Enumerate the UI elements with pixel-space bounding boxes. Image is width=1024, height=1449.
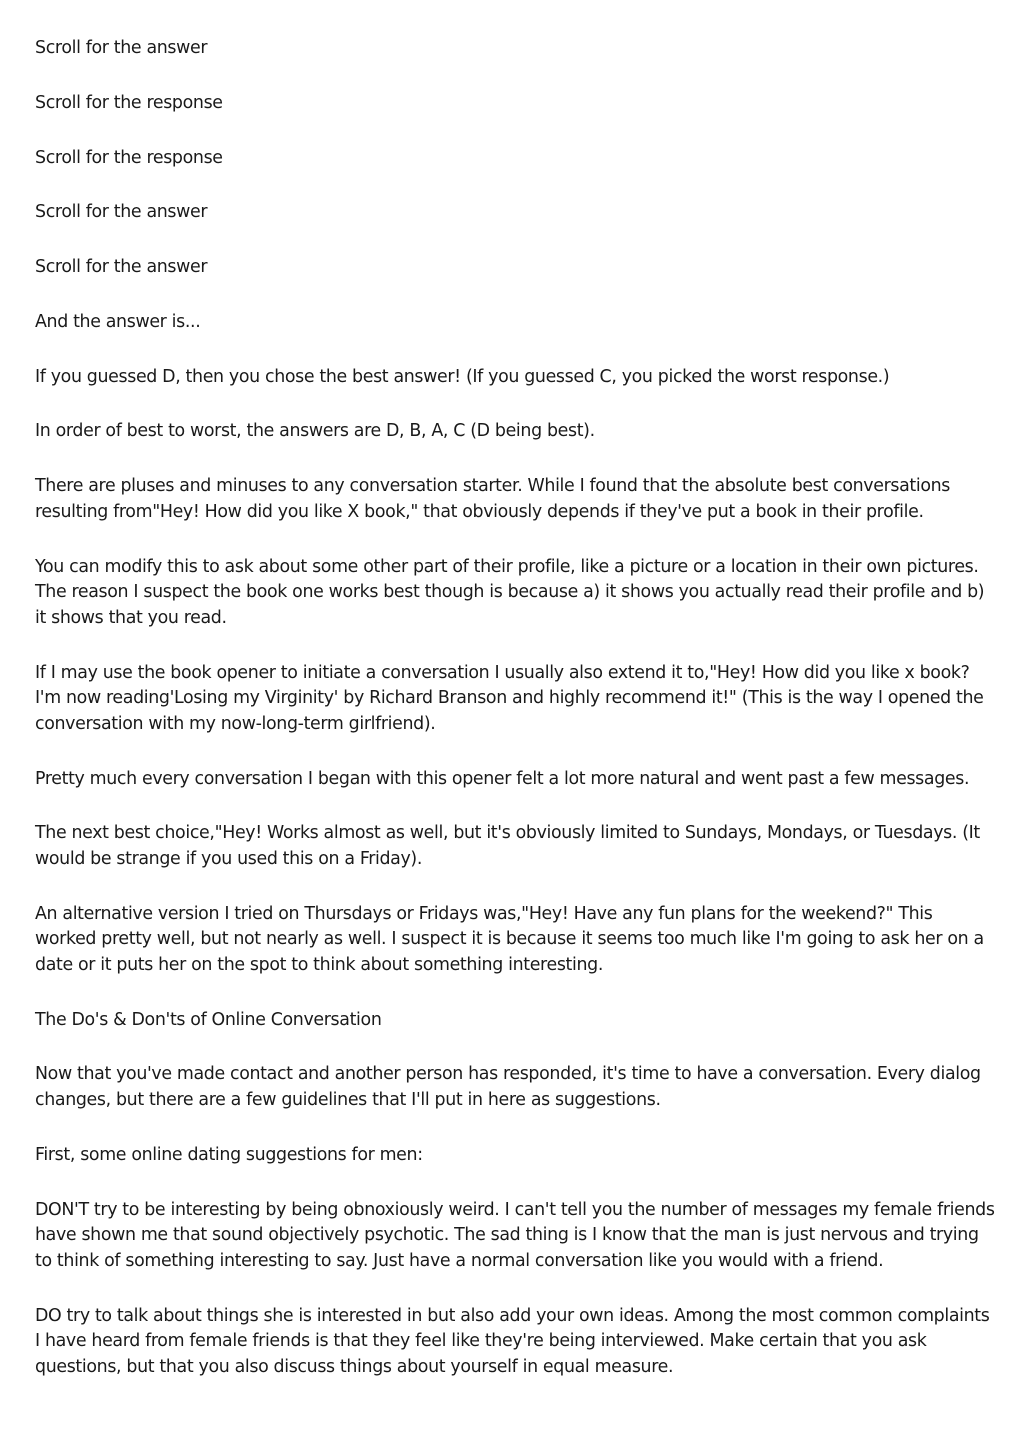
teaser-line-1: Scroll for the answer <box>35 38 208 58</box>
pluses-minuses-paragraph: There are pluses and minuses to any conversation starter. While I found that the absolute best conversations resulting from"Hey! How did you like X book," that obviously depends if they've put a book in their profile. <box>35 476 951 522</box>
teaser-line-3: Scroll for the response <box>35 147 223 168</box>
section-heading: The Do's & Don'ts of Online Conversation <box>35 1009 382 1030</box>
article-body <box>35 36 995 1410</box>
teaser-line-4: Scroll for the answer <box>35 202 208 223</box>
men-suggestions-intro: First, some online dating suggestions for men: <box>35 1144 423 1165</box>
next-best-paragraph: The next best choice,"Hey! Works almost as well, but it's obviously limited to Sundays, Mondays, or Tuesdays. (It would be strange if you used this on a Friday). <box>35 823 980 869</box>
contact-paragraph: Now that you've made contact and another person has responded, it's time to have a conversation. Every dialog changes, but there are a few guidelines that I'll put in here as suggestions. <box>35 1064 981 1111</box>
ranking-paragraph: In order of best to worst, the answers are D, B, A, C (D being best). <box>35 421 595 442</box>
teaser-line-2: Scroll for the response <box>35 92 223 113</box>
answer-paragraph: If you guessed D, then you chose the best answer! (If you guessed C, you picked the worst response.) <box>35 366 890 387</box>
dont-paragraph: DON'T try to be interesting by being obnoxiously weird. I can't tell you the number of messages my female friends have shown me that sound objectively psychotic. The sad thing is I know that the man is just nervous and trying to think of something interesting to say. Just have a normal conversation like you would with a friend. <box>35 1199 995 1271</box>
answer-intro: And the answer is... <box>35 311 201 332</box>
modify-paragraph: You can modify this to ask about some other part of their profile, like a picture or a location in their own pictures. The reason I suspect the book one works best though is because a) it shows you actually read their profile and b) it shows that you read. <box>35 556 985 628</box>
book-opener-paragraph: If I may use the book opener to initiate a conversation I usually also extend it to,"Hey! How did you like x book? I'm now reading'Losing my Virginity' by Richard Branson and highly recommend it!" (This is the way I opened the conversation with my now-long-term girlfriend). <box>35 662 984 734</box>
natural-conversation-paragraph: Pretty much every conversation I began with this opener felt a lot more natural and went past a few messages. <box>35 768 970 789</box>
alternative-version-paragraph: An alternative version I tried on Thursdays or Fridays was,"Hey! Have any fun plans for the weekend?" This worked pretty well, but not nearly as well. I suspect it is because it seems too much like I'm going to ask her on a date or it puts her on the spot to think about something interesting. <box>35 903 984 975</box>
teaser-line-5: Scroll for the answer <box>35 257 208 278</box>
do-paragraph: DO try to talk about things she is interested in but also add your own ideas. Among the most common complaints I have heard from female friends is that they feel like they're being interviewed. Make certain that you ask questions, but that you also discuss things about yourself in equal measure. <box>35 1305 990 1377</box>
